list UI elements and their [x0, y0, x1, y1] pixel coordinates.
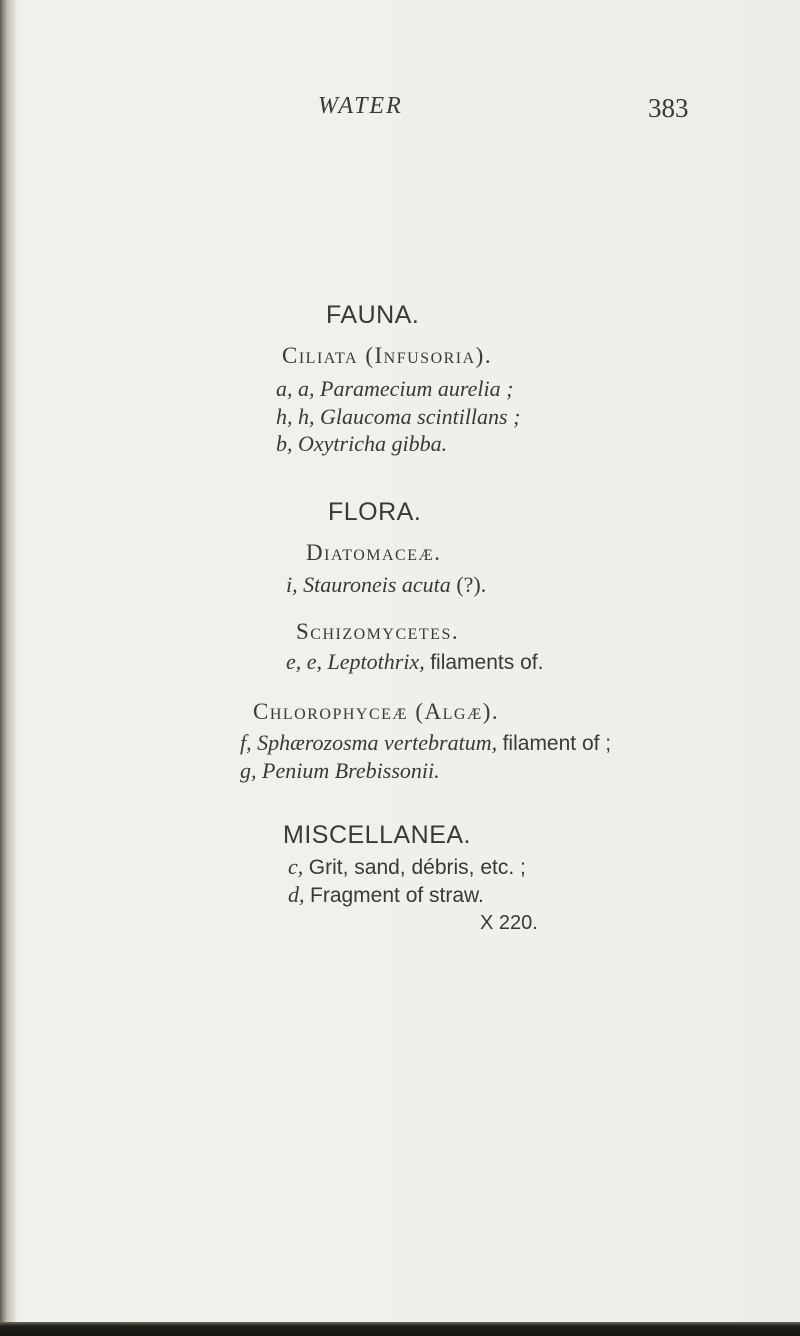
figure-letters: a, a, [276, 376, 315, 401]
schizomycetes-heading: Schizomycetes. [296, 619, 460, 644]
magnification-note: X 220. [480, 912, 538, 934]
species-note: (?). [456, 572, 487, 597]
list-item [276, 433, 447, 455]
miscellanea-heading: MISCELLANEA. [283, 821, 472, 849]
species-name: Leptothrix, [327, 649, 425, 674]
figure-letters: d, [288, 882, 305, 907]
gutter-shadow [7, 0, 17, 1336]
running-title: WATER [318, 93, 403, 119]
flora-heading: FLORA. [328, 498, 422, 526]
book-spine-edge [0, 0, 7, 1336]
page-number: 383 [648, 93, 689, 123]
species-name: Sphærozosma vertebratum, [257, 730, 498, 755]
figure-letters: f, [240, 730, 252, 755]
species-note: filament of ; [502, 732, 612, 755]
ciliata-heading: Ciliata (Infusoria). [282, 343, 493, 368]
figure-letters: i, [286, 572, 298, 597]
item-description: Grit, sand, débris, etc. ; [308, 856, 526, 879]
figure-letters: c, [288, 854, 304, 879]
fauna-heading: FAUNA. [326, 301, 420, 329]
diatomaceae-heading: Diatomaceæ. [306, 540, 442, 565]
list-item [240, 760, 440, 782]
species-note: filaments of. [430, 651, 544, 674]
species-name: Oxytricha gibba. [298, 431, 448, 456]
species-name: Paramecium aurelia ; [320, 376, 514, 401]
page-bottom-edge [0, 1322, 800, 1336]
figure-letters: h, h, [276, 404, 315, 429]
list-item [288, 884, 484, 906]
list-item [240, 732, 611, 754]
list-item [288, 856, 526, 878]
species-name: Penium Brebissonii. [262, 758, 440, 783]
list-item [286, 574, 486, 596]
species-name: Glaucoma scintillans ; [320, 404, 521, 429]
figure-letters: g, [240, 758, 257, 783]
list-item [286, 651, 543, 673]
species-name: Stauroneis acuta [303, 572, 451, 597]
figure-letters: b, [276, 431, 293, 456]
item-description: Fragment of straw. [310, 884, 484, 907]
chlorophyceae-heading: Chlorophyceæ (Algæ). [253, 699, 500, 724]
list-item [276, 406, 520, 428]
list-item [276, 378, 513, 400]
figure-letters: e, e, [286, 649, 323, 674]
